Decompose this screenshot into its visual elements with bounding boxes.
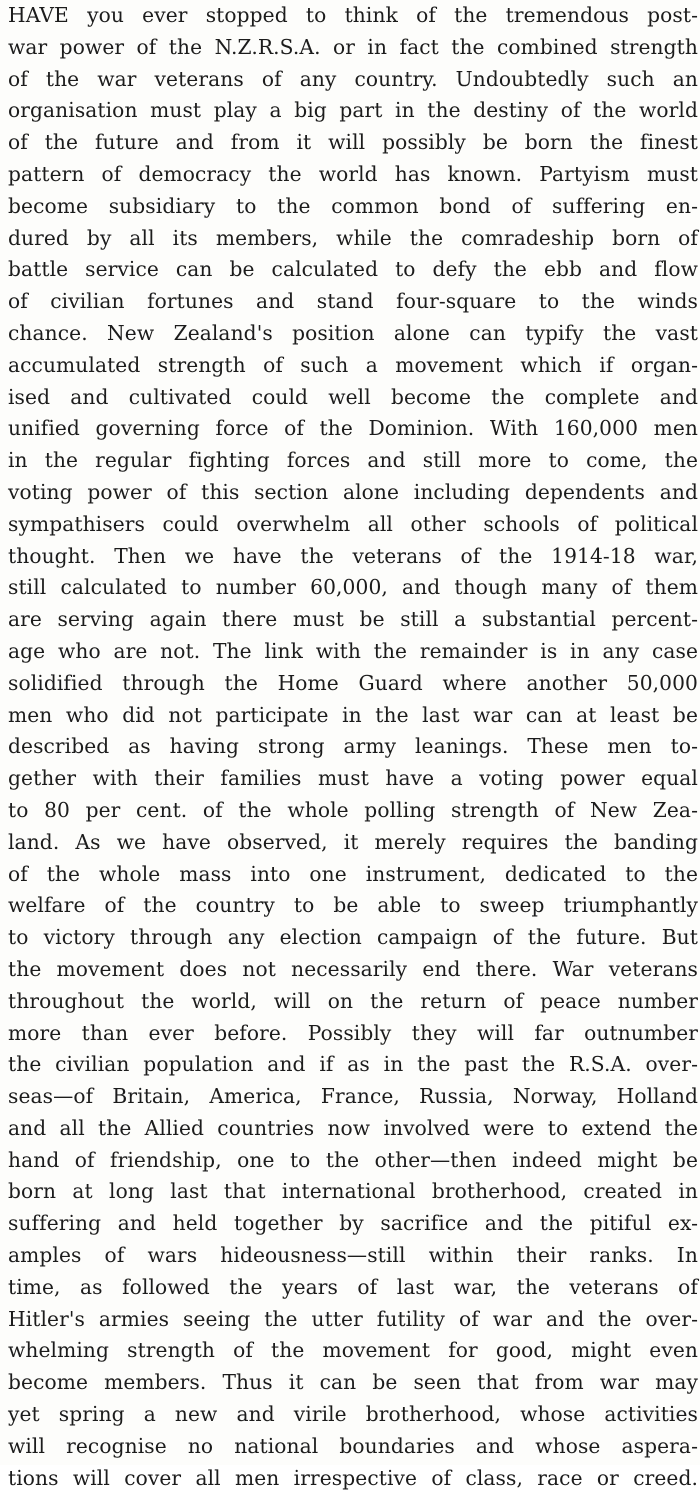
text-line: described as having strong army leanings. These men to- — [8, 734, 698, 759]
text-line: HAVE you ever stopped to think of the tremendous post- — [8, 3, 698, 27]
text-line: become subsidiary to the common bond of suffering en- — [8, 193, 698, 218]
text-line: age who are not. The link with the remainder is in any case — [8, 638, 698, 663]
text-line: will recognise no national boundaries and whose aspera- — [8, 1433, 698, 1458]
text-line: organisation must play a big part in the destiny of the world — [8, 98, 698, 123]
text-line: unified governing force of the Dominion. With 160,000 men — [8, 416, 698, 441]
text-line: hand of friendship, one to the other—then indeed might be — [8, 1147, 698, 1172]
text-line: men who did not participate in the last war can at least be — [8, 702, 698, 727]
text-line: the civilian population and if as in the past the R.S.A. over- — [8, 1052, 698, 1077]
text-line: of the future and from it will possibly be born the finest — [8, 130, 698, 155]
text-line: time, as followed the years of last war, the veterans of — [8, 1274, 698, 1299]
text-line: battle service can be calculated to defy the ebb and flow — [8, 257, 698, 282]
text-line: thought. Then we have the veterans of the 1914-18 war, — [8, 543, 698, 568]
text-line: Hitler's armies seeing the utter futility of war and the over- — [8, 1306, 698, 1331]
text-line: throughout the world, will on the return of peace number — [8, 988, 698, 1013]
text-line: war power of the N.Z.R.S.A. or in fact the combined strength — [8, 34, 698, 59]
text-line: whelming strength of the movement for good, might even — [8, 1338, 698, 1363]
text-line: born at long last that international brotherhood, created in — [8, 1179, 698, 1204]
text-line: tions will cover all men irrespective of class, race or creed. — [8, 1465, 698, 1490]
text-line: of the war veterans of any country. Undoubtedly such an — [8, 66, 698, 91]
text-line: to 80 per cent. of the whole polling strength of New Zea- — [8, 797, 698, 822]
text-line: welfare of the country to be able to sweep triumphantly — [8, 893, 698, 918]
text-line: sympathisers could overwhelm all other schools of political — [8, 511, 698, 536]
text-line: chance. New Zealand's position alone can typify the vast — [8, 320, 698, 345]
text-line: amples of wars hideousness—still within their ranks. In — [8, 1243, 698, 1268]
text-line: pattern of democracy the world has known. Partyism must — [8, 161, 698, 186]
text-line: and all the Allied countries now involved were to extend the — [8, 1115, 698, 1140]
text-line: yet spring a new and virile brotherhood, whose activities — [8, 1402, 698, 1427]
text-line: the movement does not necessarily end there. War veterans — [8, 956, 698, 981]
text-line: become members. Thus it can be seen that from war may — [8, 1370, 698, 1395]
text-line: voting power of this section alone including dependents and — [8, 479, 698, 504]
text-line: seas—of Britain, America, France, Russia, Norway, Holland — [8, 1084, 698, 1109]
text-line: accumulated strength of such a movement which if organ- — [8, 352, 698, 377]
text-line: more than ever before. Possibly they will far outnumber — [8, 1020, 698, 1045]
text-line: still calculated to number 60,000, and though many of them — [8, 575, 698, 600]
text-line: solidified through the Home Guard where another 50,000 — [8, 670, 698, 695]
text-line: of the whole mass into one instrument, dedicated to the — [8, 861, 698, 886]
text-line: of civilian fortunes and stand four-square to the winds — [8, 289, 698, 314]
text-line: gether with their families must have a voting power equal — [8, 766, 698, 791]
text-line: ised and cultivated could well become the complete and — [8, 384, 698, 409]
article-body — [8, 0, 698, 1494]
text-line: dured by all its members, while the comradeship born of — [8, 225, 698, 250]
text-line: to victory through any election campaign of the future. But — [8, 925, 698, 950]
text-line: are serving again there must be still a substantial percent- — [8, 607, 698, 632]
text-line: in the regular fighting forces and still more to come, the — [8, 448, 698, 473]
text-line: suffering and held together by sacrifice and the pitiful ex- — [8, 1211, 698, 1236]
text-line: land. As we have observed, it merely requires the banding — [8, 829, 698, 854]
